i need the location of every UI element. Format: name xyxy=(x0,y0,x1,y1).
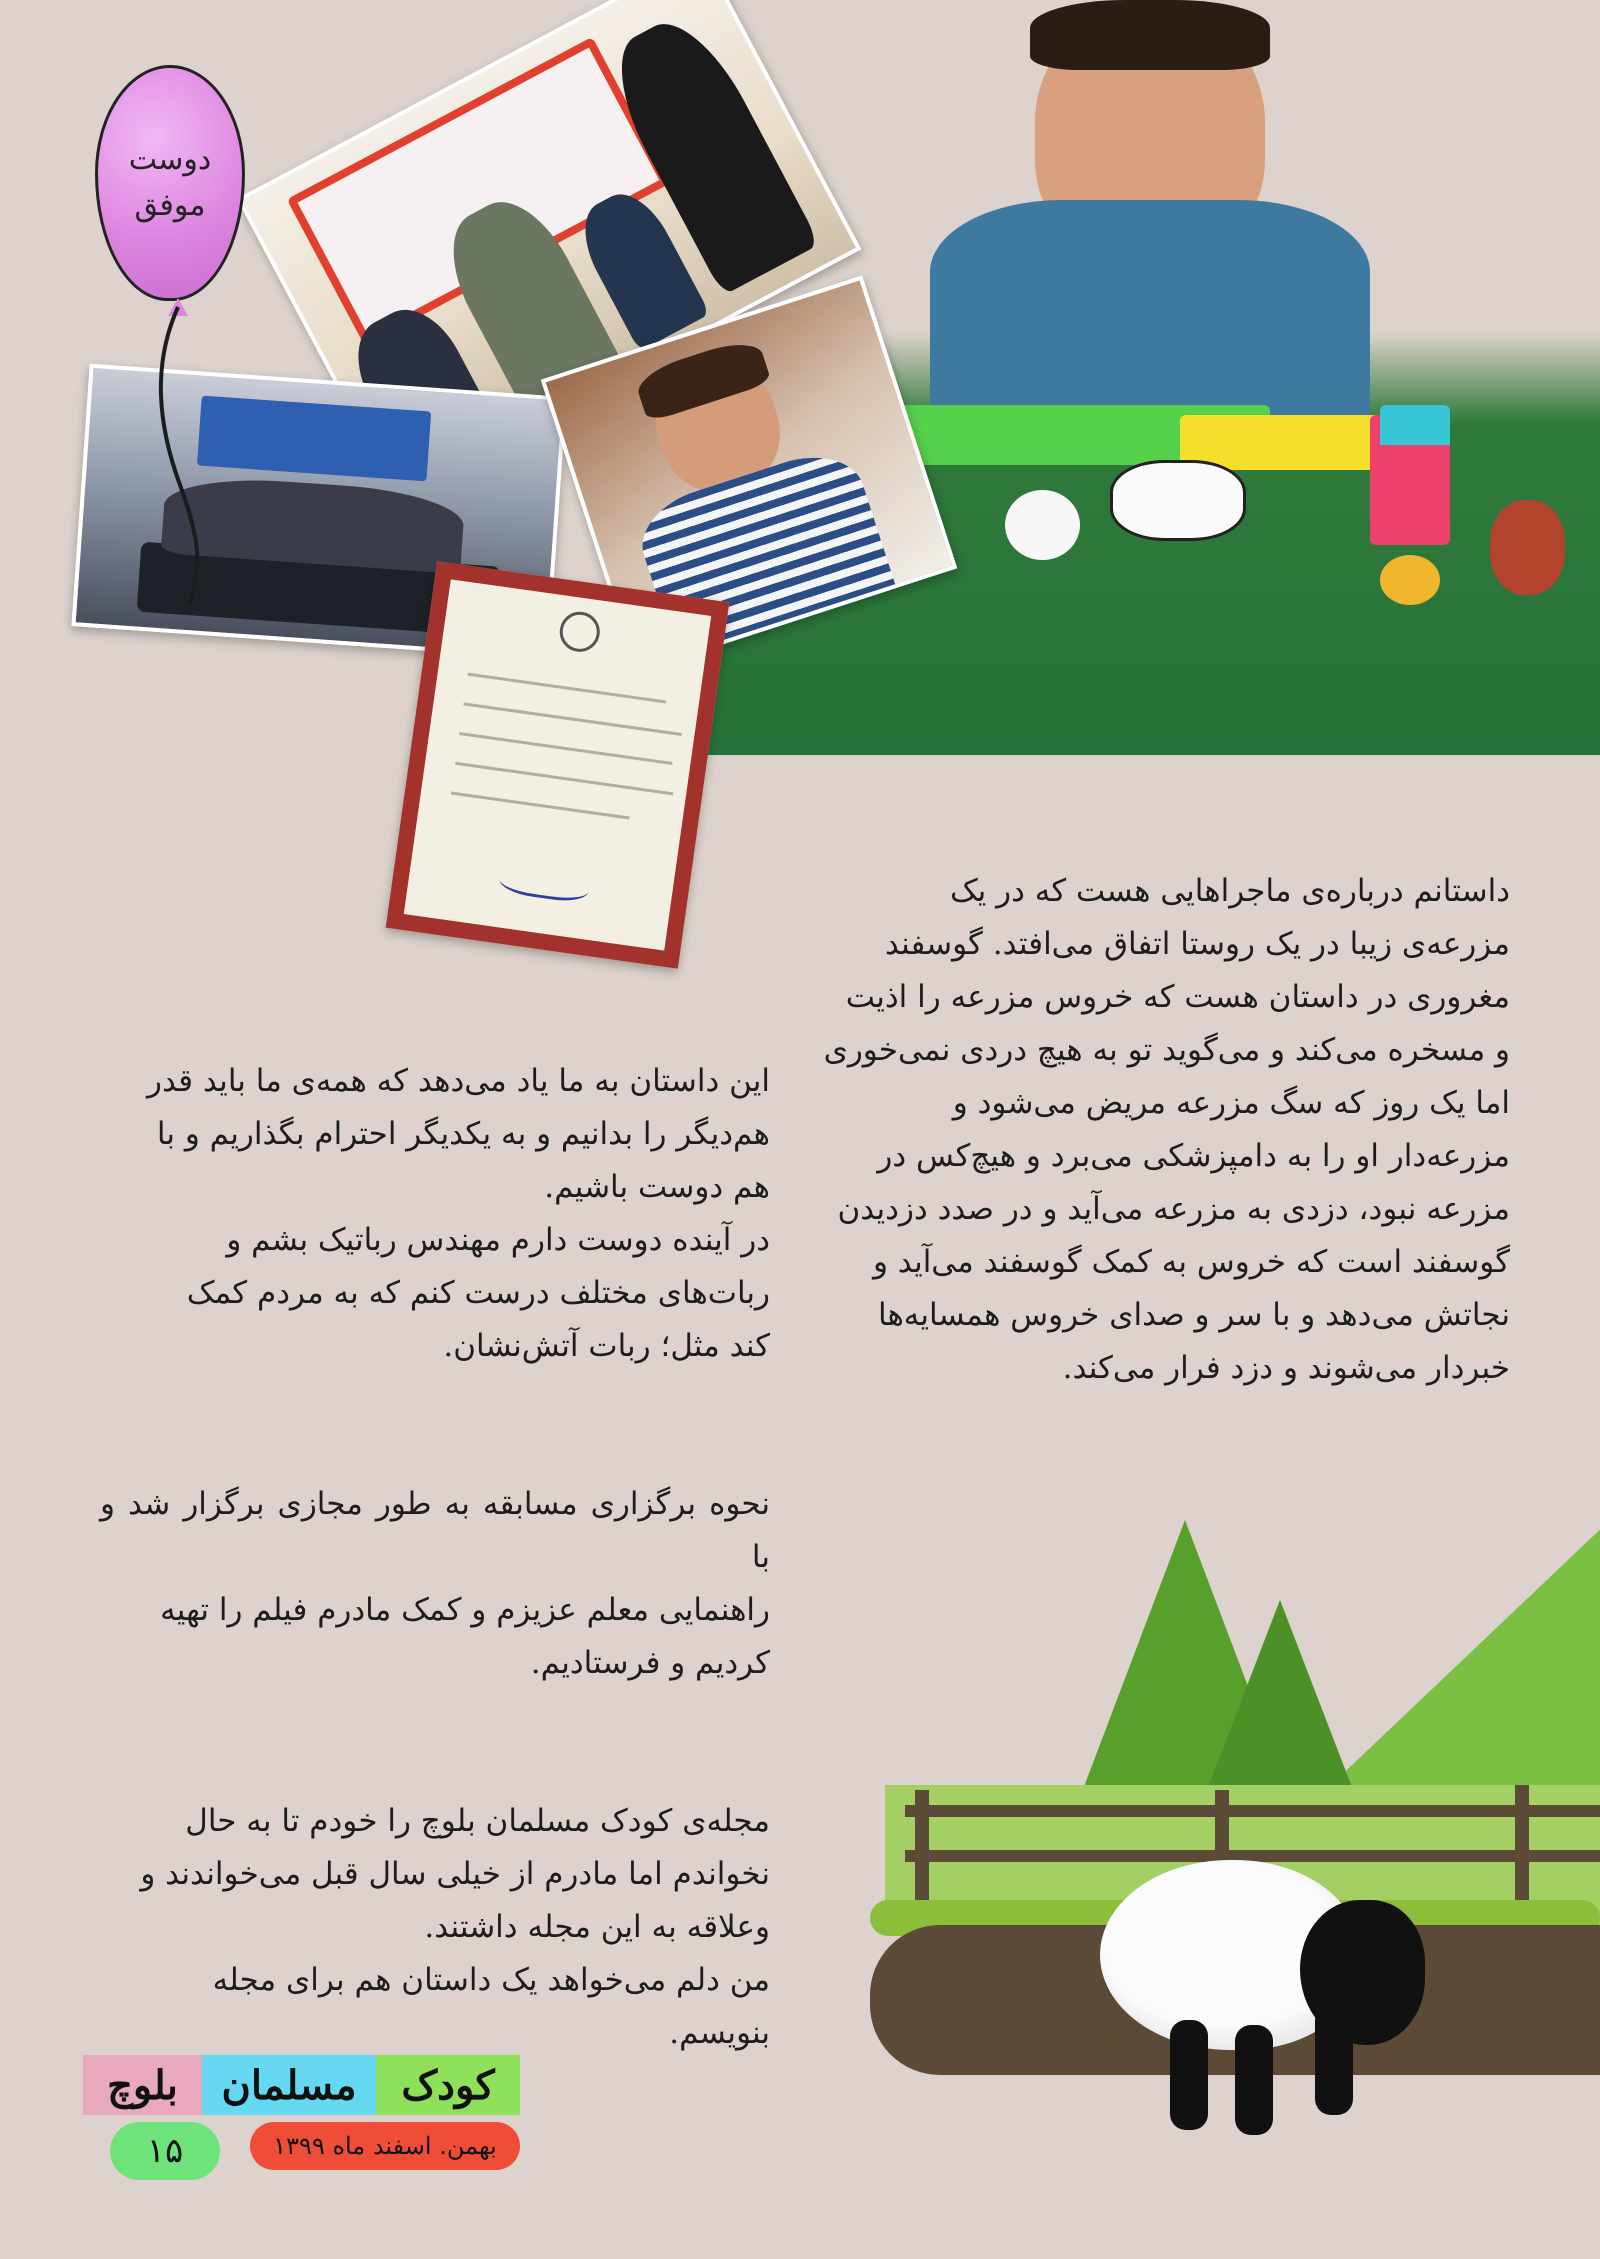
story-paragraph: داستانم درباره‌ی ماجراهایی هست که در یک مزرعه‌ی زیبا در یک روستا اتفاق می‌افتد. گوسفند مغروری در داستان هست که خروس مزرعه را اذیت و مسخره می‌کند و می‌گوید تو به هیچ دردی نمی‌خوری اما یک روز که سگ مزرعه مریض می‌شود و مزرعه‌دار او را به دامپزشکی می‌برد و هیچ‌کس در مزرعه نبود، دزدی به مزرعه می‌آید و در صدد دزدیدن گوسفند است که خروس به کمک گوسفند می‌آید و نجاتش می‌دهد و با سر و صدای خروس همسایه‌ها خبردار می‌شوند و دزد فرار می‌کند. xyxy=(823,873,1510,1386)
clay-sheep-small xyxy=(1005,490,1080,560)
certificate-text-line xyxy=(463,702,681,736)
magazine-logo xyxy=(83,2055,520,2115)
paragraph-magazine: مجله‌ی کودک مسلمان بلوچ را خودم تا به حال نخواندم اما مادرم از خیلی سال قبل می‌خواندند و وعلاقه به این مجله داشتند. من دلم می‌خواهد یک داستان هم برای مجله بنویسم. xyxy=(140,1803,770,2051)
certificate-text-line xyxy=(455,762,673,796)
photo-certificate xyxy=(386,561,730,968)
toy-house-roof xyxy=(1380,405,1450,445)
paragraph-competition: نحوه برگزاری مسابقه به طور مجازی برگزار شد و با راهنمایی معلم عزیزم و کمک مادرم فیلم را تهیه کردیم و فرستادیم. xyxy=(100,1486,770,1681)
sheep-leg xyxy=(1315,2005,1353,2115)
balloon-text-line2: موفق xyxy=(134,188,206,223)
page-number: ۱۵ xyxy=(110,2122,220,2180)
logo-word-mosalman: مسلمان xyxy=(202,2055,376,2115)
clay-cow xyxy=(1110,460,1246,541)
clay-chicks xyxy=(1380,555,1440,605)
certificate-emblem xyxy=(557,609,602,654)
balloon-text-line1: دوست xyxy=(128,142,212,177)
article-column xyxy=(100,1002,770,2165)
meeting-banner xyxy=(197,396,431,482)
certificate-text-line xyxy=(468,673,666,704)
balloon-string xyxy=(150,305,230,605)
fence-post xyxy=(1515,1785,1529,1910)
boy-hair xyxy=(1030,0,1270,70)
sheep-leg xyxy=(1170,2020,1208,2130)
clay-rooster xyxy=(1490,500,1565,595)
logo-word-koodak: کودک xyxy=(376,2055,520,2115)
balloon xyxy=(95,65,245,301)
certificate-text-line xyxy=(459,732,672,765)
issue-date: بهمن. اسفند ماه ۱۳۹۹ xyxy=(250,2122,520,2170)
fence-rail xyxy=(905,1805,1600,1817)
logo-word-baloch: بلوچ xyxy=(83,2055,202,2115)
certificate-text-line xyxy=(451,791,630,819)
ground-streak xyxy=(990,2030,1110,2060)
boy-shirt xyxy=(930,200,1370,440)
paragraph-lesson-and-future: این داستان به ما یاد می‌دهد که همه‌ی ما باید قدر هم‌دیگر را بدانیم و به یکدیگر احترام بگذاریم و با هم دوست باشیم. در آینده دوست دارم مهندس رباتیک بشم و ربات‌های مختلف درست کنم که به مردم کمک کند مثل؛ ربات آتش‌نشان. xyxy=(147,1063,770,1364)
certificate-signature xyxy=(498,859,592,904)
sheep-leg xyxy=(1235,2025,1273,2135)
